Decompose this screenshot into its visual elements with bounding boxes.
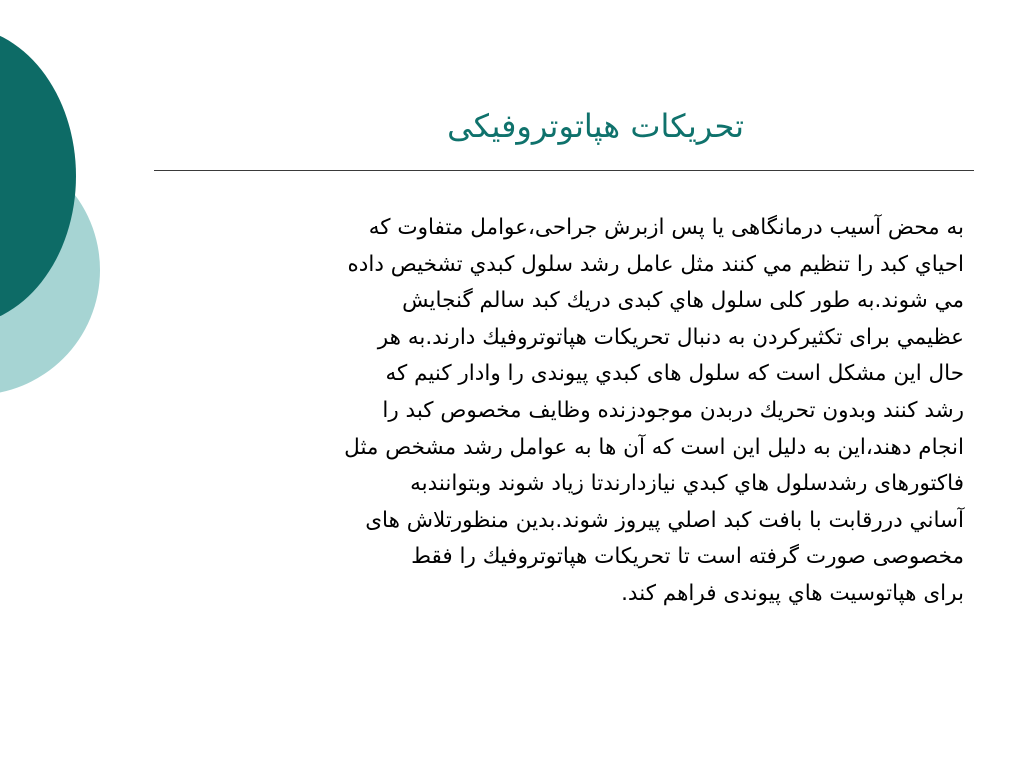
body-line: عظيمي برای تكثيركردن به دنبال تحريكات هپاتوتروفيك دارند.به هر [377, 324, 964, 350]
body-line: احياي كبد را تنظيم مي كنند مثل عامل رشد سلول كبدي تشخيص داده [347, 251, 964, 277]
body-line: برای هپاتوسيت هاي پيوندی فراهم كند. [621, 580, 964, 606]
slide-title: تحریکات هپاتوتروفیکی [447, 107, 744, 145]
title-divider [154, 170, 974, 171]
body-line: حال اين مشكل است كه سلول های كبدي پيوندی را وادار كنيم كه [385, 361, 964, 387]
body-text [200, 210, 964, 613]
body-line: فاكتورهای رشدسلول هاي كبدي نيازدارندتا زياد شوند وبتوانندبه [410, 471, 964, 497]
body-line: آساني دررقابت با بافت كبد اصلي پيروز شوند.بدين منظورتلاش های [365, 507, 964, 533]
body-line: به محض آسیب درمانگاهی یا پس ازبرش جراحی،عوامل متفاوت که [368, 215, 964, 240]
body-line: مخصوصی صورت گرفته است تا تحريكات هپاتوتروفيك را فقط [411, 544, 964, 570]
body-line: مي شوند.به طور کلی سلول هاي کبدی دريك كبد سالم گنجايش [402, 288, 964, 314]
body-line: رشد كنند وبدون تحريك دربدن موجودزنده وظايف مخصوص كبد را [382, 397, 964, 423]
body-line: انجام دهند،اين به دليل اين است كه آن ها به عوامل رشد مشخص مثل [344, 434, 964, 460]
